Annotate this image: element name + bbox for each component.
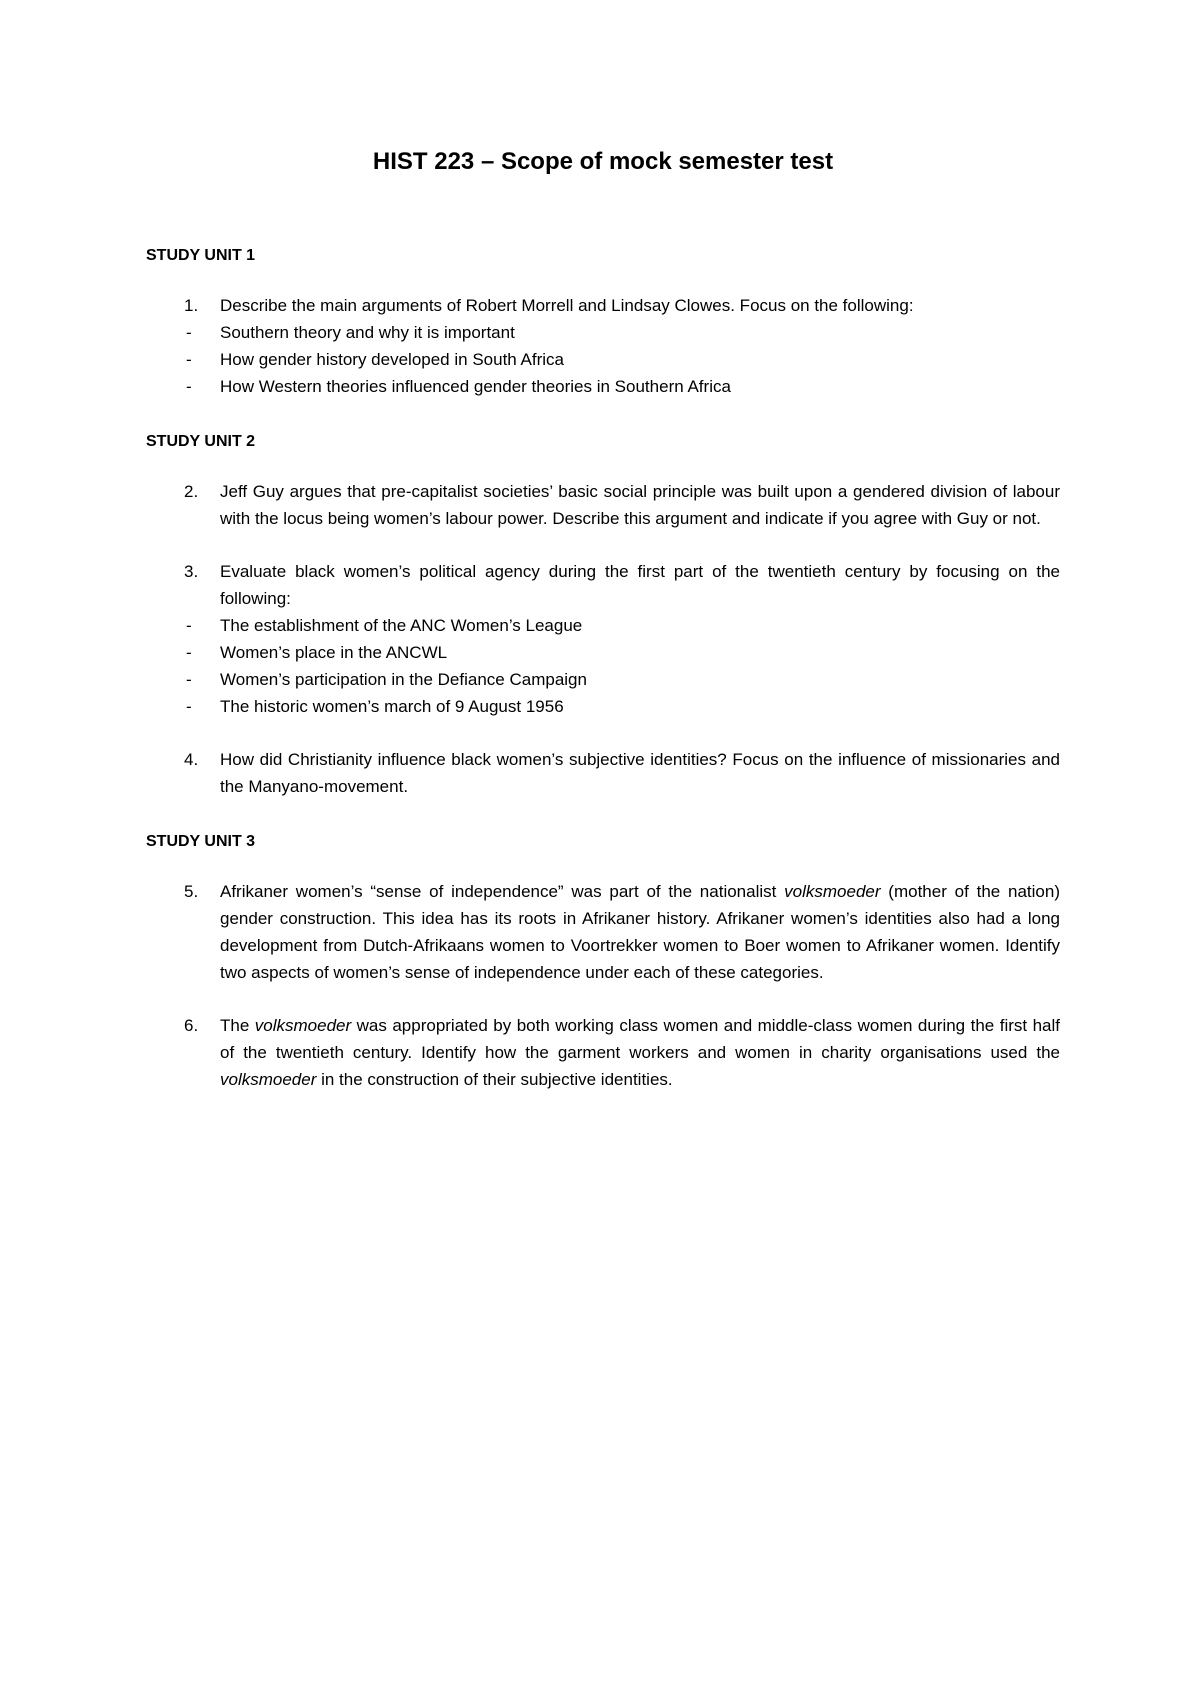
page-title: HIST 223 – Scope of mock semester test (372, 148, 834, 175)
italic-term: volksmoeder (254, 1016, 352, 1035)
question-text: Describe the main arguments of Robert Morrell and Lindsay Clowes. Focus on the following: (220, 296, 914, 315)
study-unit-1 (146, 242, 1060, 400)
question-number: 3. (184, 562, 199, 581)
question-text: Jeff Guy argues that pre-capitalist societies’ basic social principle was built upon a gendered division of labour with the locus being women’s labour power. Describe this argument and indicate if you agree with Guy or not. (220, 482, 1060, 528)
question-5 (146, 878, 1060, 986)
dash-bullet: - (186, 350, 192, 369)
list-item-text: The establishment of the ANC Women’s League (220, 616, 583, 635)
dash-bullet: - (186, 643, 192, 662)
list-item-text: Women’s participation in the Defiance Campaign (220, 670, 587, 689)
text-segment: was appropriated by both working class women and middle-class women during the first half of the twentieth century. Identify how the garment workers and women in charity organisations used the (220, 1016, 1060, 1062)
dash-bullet: - (186, 377, 192, 396)
dash-bullet: - (186, 697, 192, 716)
text-segment: in the construction of their subjective identities. (316, 1070, 673, 1089)
study-unit-heading: STUDY UNIT 3 (146, 833, 256, 850)
document-content (146, 146, 1060, 1093)
question-number: 6. (184, 1016, 199, 1035)
text-segment: The (220, 1016, 255, 1035)
list-item-text: Women’s place in the ANCWL (220, 643, 448, 662)
question-6 (146, 1012, 1060, 1093)
list-item-text: How gender history developed in South Africa (220, 350, 564, 369)
list-item-text: How Western theories influenced gender theories in Southern Africa (220, 377, 731, 396)
dash-bullet: - (186, 323, 192, 342)
dash-bullet: - (186, 616, 192, 635)
study-unit-3 (146, 828, 1060, 1093)
question-text: How did Christianity influence black women’s subjective identities? Focus on the influence of missionaries and the Manyano-movement. (220, 750, 1060, 796)
question-number: 4. (184, 750, 199, 769)
question-number: 1. (184, 296, 199, 315)
question-text (220, 1012, 1060, 1093)
study-unit-heading: STUDY UNIT 1 (146, 247, 256, 264)
list-item-text: The historic women’s march of 9 August 1956 (220, 697, 564, 716)
study-unit-heading: STUDY UNIT 2 (146, 433, 256, 450)
question-3 (146, 558, 1060, 612)
study-unit-2 (146, 428, 1060, 800)
italic-term: volksmoeder (784, 882, 881, 901)
text-segment: (mother of the nation) gender construction. This idea has its roots in Afrikaner history. Afrikaner women’s identities also had a long development from Dutch-Afrikaans women to Voortrekker women to Boer women to Afrikaner women. Identify two aspects of women’s sense of independence under each of these categories. (220, 882, 1060, 982)
list-item-text: Southern theory and why it is important (220, 323, 515, 342)
list-item (146, 639, 1060, 666)
dash-bullet: - (186, 670, 192, 689)
list-item (146, 319, 1060, 346)
list-item (146, 612, 1060, 639)
list-item (146, 373, 1060, 400)
list-item (146, 346, 1060, 373)
question-2 (146, 478, 1060, 532)
question-1 (146, 292, 1060, 319)
italic-term: volksmoeder (220, 1070, 317, 1089)
text-segment: Afrikaner women’s “sense of independence” was part of the nationalist (220, 882, 785, 901)
question-number: 5. (184, 882, 199, 901)
question-number: 2. (184, 482, 199, 501)
question-text (220, 878, 1060, 986)
question-text: Evaluate black women’s political agency during the first part of the twentieth century by focusing on the following: (220, 562, 1060, 608)
question-4 (146, 746, 1060, 800)
list-item (146, 666, 1060, 693)
list-item (146, 693, 1060, 720)
